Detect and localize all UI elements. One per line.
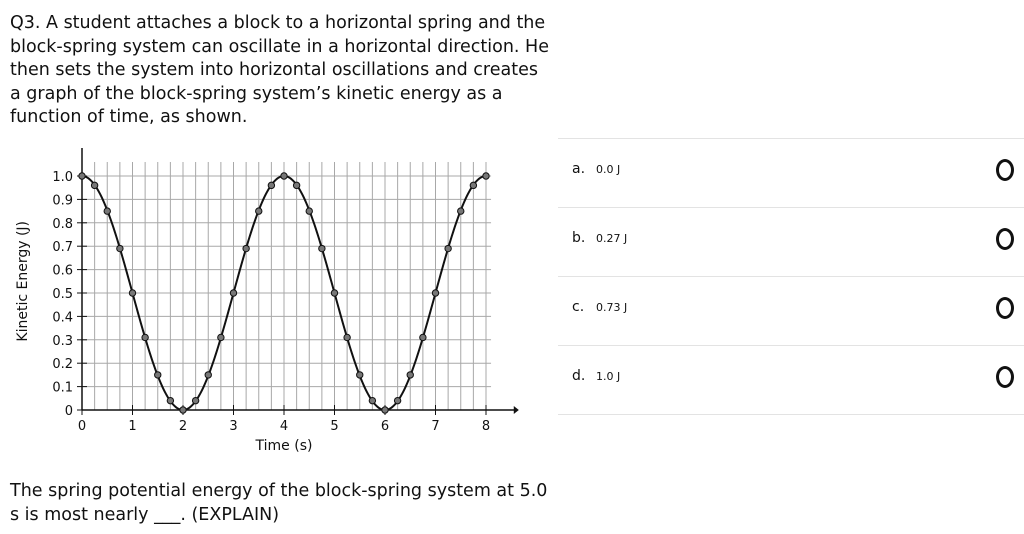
data-point	[432, 290, 438, 296]
kinetic-energy-graph	[0, 148, 540, 468]
x-axis-arrow	[514, 406, 519, 414]
chart-svg	[0, 148, 540, 468]
data-point	[117, 245, 123, 251]
x-tick-label: 1	[128, 419, 137, 434]
x-tick-label: 0	[77, 419, 87, 434]
data-point	[104, 208, 110, 214]
data-point	[319, 245, 325, 251]
data-point	[306, 208, 312, 214]
data-point	[155, 372, 161, 378]
data-point	[192, 397, 198, 403]
option-b[interactable]	[558, 207, 1024, 276]
y-tick-label: 0.3	[52, 333, 73, 349]
data-point	[205, 372, 211, 378]
data-point	[142, 334, 148, 340]
data-point	[331, 290, 337, 296]
data-point	[407, 372, 413, 378]
data-point	[91, 182, 97, 188]
radio-button[interactable]	[996, 366, 1014, 388]
y-tick-label: 0.7	[52, 240, 73, 256]
data-point	[79, 173, 85, 179]
option-text: 0.73 J	[596, 301, 628, 314]
x-tick-label: 5	[330, 419, 339, 434]
y-tick-label: 1.0	[52, 170, 73, 185]
data-point	[394, 397, 400, 403]
data-point	[420, 334, 426, 340]
y-tick-label: 0.5	[52, 287, 73, 302]
option-a[interactable]	[558, 138, 1024, 207]
y-axis-label: Kinetic Energy (J)	[15, 220, 31, 342]
data-point	[256, 208, 262, 214]
data-point	[382, 407, 388, 413]
y-tick-label: 0.8	[52, 216, 73, 232]
footer-question	[10, 480, 550, 527]
radio-button[interactable]	[996, 228, 1014, 250]
y-tick-label: 0.6	[52, 263, 73, 279]
data-point	[218, 334, 224, 340]
answer-options	[558, 138, 1024, 415]
option-text: 0.27 J	[596, 232, 628, 245]
data-point	[167, 397, 173, 403]
option-letter: a.	[572, 161, 586, 177]
radio-button[interactable]	[996, 159, 1014, 181]
data-point	[483, 173, 489, 179]
option-c[interactable]	[558, 276, 1024, 345]
x-tick-label: 4	[279, 419, 289, 434]
option-text: 1.0 J	[596, 370, 621, 383]
option-text: 0.0 J	[596, 163, 621, 176]
y-tick-label: 0	[64, 404, 73, 419]
data-point	[445, 245, 451, 251]
question-line: function of time, as shown.	[10, 107, 248, 127]
x-axis-label: Time (s)	[255, 438, 313, 454]
data-point	[129, 290, 135, 296]
y-tick-label: 0.9	[52, 193, 73, 209]
y-tick-label: 0.4	[52, 310, 73, 326]
x-tick-label: 7	[431, 419, 440, 434]
data-point	[180, 407, 186, 413]
x-tick-label: 2	[178, 419, 188, 434]
data-point	[357, 372, 363, 378]
option-letter: d.	[572, 368, 586, 384]
data-point	[458, 208, 464, 214]
option-d[interactable]	[558, 345, 1024, 415]
radio-button[interactable]	[996, 297, 1014, 319]
data-point	[230, 290, 236, 296]
y-tick-label: 0.1	[52, 380, 73, 396]
option-letter: c.	[572, 299, 585, 315]
data-point	[369, 397, 375, 403]
data-point	[344, 334, 350, 340]
data-point	[470, 182, 476, 188]
data-point	[268, 182, 274, 188]
question-line: Q3. A student attaches a block to a horizontal spring and the	[10, 13, 546, 33]
option-letter: b.	[572, 230, 586, 246]
x-tick-label: 3	[229, 419, 238, 434]
question-text	[10, 12, 550, 130]
x-tick-label: 8	[481, 419, 491, 434]
x-tick-label: 6	[380, 419, 390, 434]
data-point	[243, 245, 249, 251]
data-point	[293, 182, 299, 188]
question-line: a graph of the block-spring system’s kinetic energy as a	[10, 83, 503, 104]
footer-line: s is most nearly ___. (EXPLAIN)	[10, 504, 280, 525]
footer-line: The spring potential energy of the block-spring system at 5.0	[10, 481, 548, 501]
question-line: then sets the system into horizontal oscillations and creates	[10, 60, 538, 80]
y-tick-label: 0.2	[52, 357, 73, 373]
question-line: block-spring system can oscillate in a horizontal direction. He	[10, 36, 549, 57]
data-point	[281, 173, 287, 179]
